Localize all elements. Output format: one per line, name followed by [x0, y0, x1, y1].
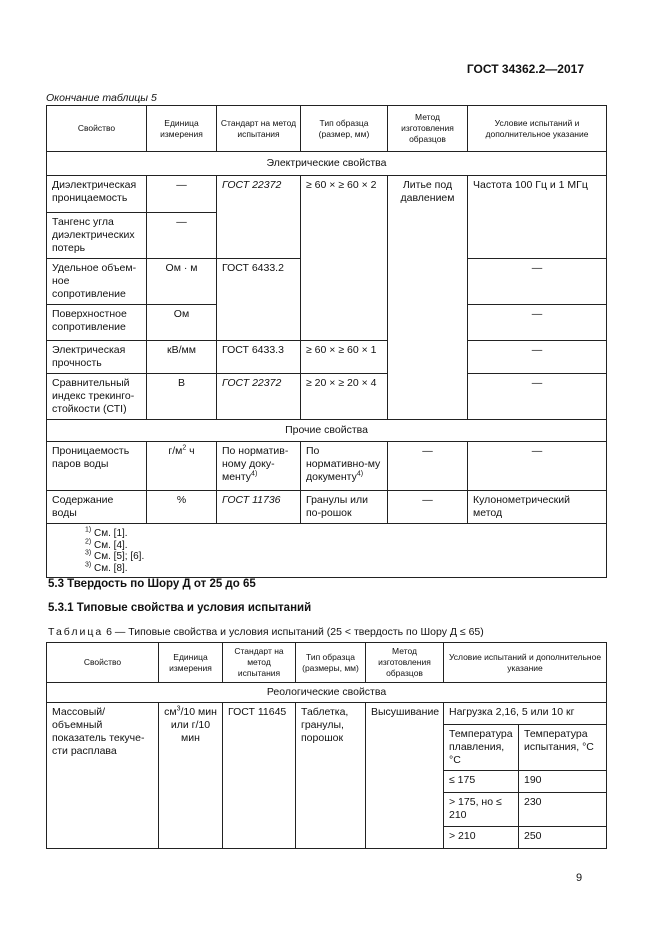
cell-conditions: — — [468, 442, 607, 491]
header-conditions: Условие испытаний и дополнительное указание — [468, 106, 607, 152]
cell-property: Удельное объем-ное сопротивление — [47, 259, 147, 305]
table-row — [47, 442, 607, 491]
section-other: Прочие свойства — [47, 420, 607, 442]
page-number: 9 — [576, 872, 583, 884]
header-property: Свойство — [47, 106, 147, 152]
footnote-text: См. [8]. — [91, 562, 128, 574]
cell-unit: — — [147, 176, 217, 213]
unit-superscript: 2 — [182, 444, 187, 452]
section-rheological: Реологические свойства — [47, 683, 607, 703]
subheader-melt-temp: Температура плавления, °С — [444, 725, 519, 771]
table-row — [47, 152, 607, 176]
table-header-row — [47, 643, 607, 683]
cell-melt-temp: ≤ 175 — [444, 771, 519, 793]
caption-label: Таблица — [48, 626, 104, 638]
table-row — [47, 341, 607, 374]
cell-method: — — [388, 442, 468, 491]
header-standard: Стандарт на метод испытания — [223, 643, 296, 683]
cell-unit: В — [147, 374, 217, 420]
cell-sample: ≥ 60 × ≥ 60 × 2 — [301, 176, 388, 341]
cell-unit: — — [147, 213, 217, 259]
header-sample: Тип образца (размер, мм) — [301, 106, 388, 152]
cell-conditions: — — [468, 374, 607, 420]
cell-standard: ГОСТ 6433.2 — [217, 259, 301, 341]
footnote-mark: 3) — [85, 561, 92, 569]
table-row — [47, 420, 607, 442]
footnote — [85, 540, 600, 552]
cell-conditions: — — [468, 259, 607, 305]
cell-property: Поверхностное сопротивление — [47, 305, 147, 341]
cell-standard: ГОСТ 11736 — [217, 491, 301, 524]
unit-text-tail: /10 мин или г/10 мин — [170, 706, 217, 744]
cell-sample: Таблетка, гранулы, порошок — [296, 703, 366, 849]
header-unit: Единица измерения — [147, 106, 217, 152]
table-continuation-label: Окончание таблицы 5 — [46, 92, 157, 104]
sample-text: По нормативно-му документу — [306, 445, 381, 483]
header-property: Свойство — [47, 643, 159, 683]
section-heading-5-3: 5.3 Твердость по Шору Д от 25 до 65 — [48, 578, 256, 590]
cell-property: Тангенс угла диэлектрических потерь — [47, 213, 147, 259]
table-row — [47, 703, 607, 725]
footnote-mark: 2) — [85, 538, 92, 546]
unit-text-tail: ч — [186, 445, 195, 457]
cell-property: Сравнительный индекс трекинго-стойкости (СТI) — [47, 374, 147, 420]
footnotes-row — [47, 524, 607, 578]
footnote — [85, 551, 600, 563]
footnote-mark: 3) — [85, 549, 92, 557]
table-row — [47, 683, 607, 703]
cell-property: Массовый/объемный показатель текуче-сти расплава — [47, 703, 159, 849]
footnote-text: См. [4]. — [91, 539, 128, 551]
standard-text: По норматив-ному доку-менту — [222, 445, 289, 483]
cell-method: Литье под давлением — [388, 176, 468, 420]
cell-test-temp: 230 — [519, 793, 607, 827]
cell-unit: Ом · м — [147, 259, 217, 305]
cell-standard: ГОСТ 22372 — [217, 176, 301, 259]
cell-load: Нагрузка 2,16, 5 или 10 кг — [444, 703, 607, 725]
document-header: ГОСТ 34362.2—2017 — [466, 62, 584, 76]
cell-sample: Гранулы или по-рошок — [301, 491, 388, 524]
section-electrical: Электрические свойства — [47, 152, 607, 176]
unit-superscript: 3 — [176, 705, 181, 713]
header-method: Метод изготовления образцов — [388, 106, 468, 152]
cell-standard: ГОСТ 11645 — [223, 703, 296, 849]
cell-standard: ГОСТ 22372 — [217, 374, 301, 420]
subheader-test-temp: Температура испытания, °С — [519, 725, 607, 771]
cell-method: Высушивание — [366, 703, 444, 849]
section-heading-5-3-1: 5.3.1 Типовые свойства и условия испытаний — [48, 602, 312, 614]
table-row — [47, 176, 607, 213]
cell-conditions: Частота 100 Гц и 1 МГц — [468, 176, 607, 259]
cell-method: — — [388, 491, 468, 524]
table-6-caption — [48, 626, 484, 638]
cell-unit: кВ/мм — [147, 341, 217, 374]
footnote-ref: 4) — [251, 470, 258, 478]
header-standard: Стандарт на метод испытания — [217, 106, 301, 152]
unit-text: г/м — [168, 445, 183, 457]
header-method: Метод изготовления образцов — [366, 643, 444, 683]
header-conditions: Условие испытаний и дополнительное указание — [444, 643, 607, 683]
cell-unit: Ом — [147, 305, 217, 341]
cell-melt-temp: > 175, но ≤ 210 — [444, 793, 519, 827]
footnote-text: См. [1]. — [91, 528, 128, 539]
cell-property: Диэлектрическая проницаемость — [47, 176, 147, 213]
footnotes — [47, 524, 607, 578]
table-6 — [46, 642, 607, 849]
cell-standard — [217, 442, 301, 491]
header-unit: Единица измерения — [159, 643, 223, 683]
cell-conditions: — — [468, 341, 607, 374]
cell-sample — [301, 442, 388, 491]
table-5 — [46, 105, 607, 578]
header-sample: Тип образца (размеры, мм) — [296, 643, 366, 683]
footnote-text: См. [5]; [6]. — [91, 551, 145, 563]
cell-property: Содержание воды — [47, 491, 147, 524]
unit-text: см — [164, 706, 177, 718]
table-row — [47, 491, 607, 524]
cell-unit — [159, 703, 223, 849]
table-row — [47, 374, 607, 420]
footnote — [85, 563, 600, 575]
cell-conditions: — — [468, 305, 607, 341]
cell-unit: % — [147, 491, 217, 524]
cell-sample: ≥ 60 × ≥ 60 × 1 — [301, 341, 388, 374]
caption-text: 6 — Типовые свойства и условия испытаний (25 < твердость по Шору Д ≤ 65) — [103, 626, 484, 638]
cell-sample: ≥ 20 × ≥ 20 × 4 — [301, 374, 388, 420]
cell-standard: ГОСТ 6433.3 — [217, 341, 301, 374]
cell-property: Проницаемость паров воды — [47, 442, 147, 491]
footnote — [85, 528, 600, 540]
cell-property: Электрическая прочность — [47, 341, 147, 374]
cell-unit — [147, 442, 217, 491]
cell-test-temp: 190 — [519, 771, 607, 793]
cell-test-temp: 250 — [519, 827, 607, 849]
cell-conditions: Кулонометрический метод — [468, 491, 607, 524]
footnote-mark: 1) — [85, 526, 92, 534]
table-header-row — [47, 106, 607, 152]
cell-melt-temp: > 210 — [444, 827, 519, 849]
footnote-ref: 4) — [356, 470, 364, 478]
